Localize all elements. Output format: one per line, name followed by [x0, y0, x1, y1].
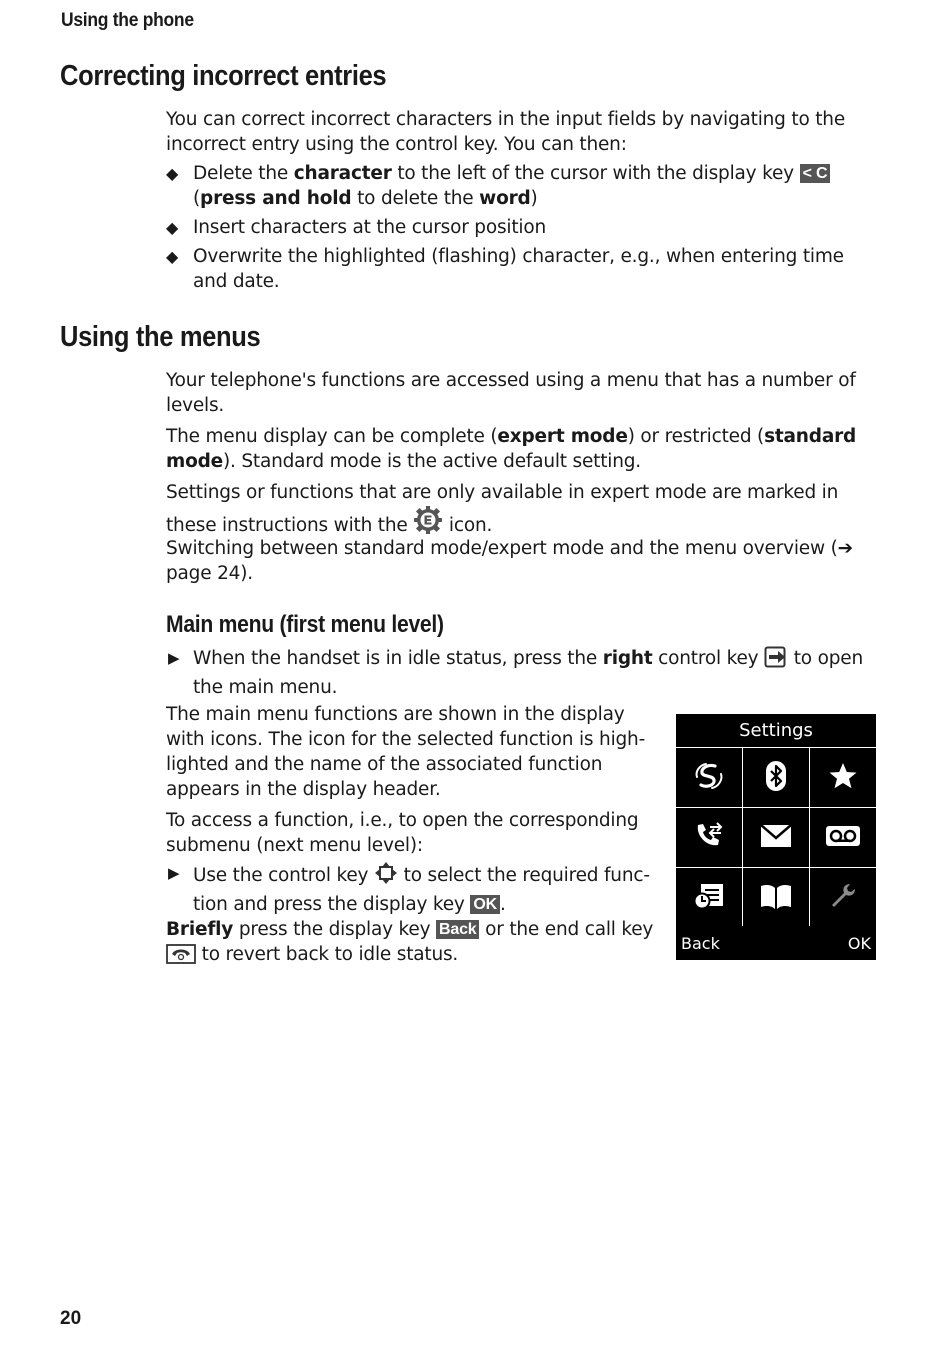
section-title-correcting: Correcting incorrect entries	[60, 60, 387, 92]
menu-cell-ringtones[interactable]	[676, 748, 742, 807]
subsection-title-main-menu: Main menu (first menu level)	[166, 611, 444, 638]
main-menu-para-3: Briefly press the display key Back or the end call key to revert back to idle status.	[166, 917, 656, 971]
correcting-intro: You can correct incorrect characters in the input fields by navigating to the incorrect entry using the control key. You can then:	[166, 109, 846, 155]
menu-cell-directory[interactable]	[743, 868, 809, 927]
softkey-ok[interactable]: OK	[847, 934, 871, 953]
step-item: ▶ Use the control key to select the required func-tion and press the display key OK .	[166, 861, 656, 917]
menu-cell-settings[interactable]	[810, 868, 876, 927]
bluetooth-icon	[764, 760, 788, 796]
page-number: 20	[60, 1308, 82, 1329]
softkey-back[interactable]: Back	[681, 934, 720, 953]
menu-cell-calls[interactable]	[676, 808, 742, 867]
menus-para-3: Settings or functions that are only available in expert mode are marked in these instructions with the icon.	[166, 480, 882, 542]
menu-icon-grid	[676, 748, 876, 926]
voicemail-icon	[825, 825, 861, 851]
wrench-icon	[828, 881, 858, 915]
ringtone-icon	[693, 760, 725, 796]
end-call-key-icon	[166, 944, 196, 971]
diamond-bullet-icon: ◆	[166, 218, 179, 237]
display-key-ok: OK	[470, 895, 500, 914]
step-item: ▶ When the handset is in idle status, press the right control key to open the main menu.	[168, 648, 863, 698]
call-forward-icon	[693, 821, 725, 855]
display-header: Settings	[676, 714, 876, 748]
display-key-back: Back	[436, 920, 479, 939]
phone-display	[676, 714, 876, 960]
arrow-right-icon: ➔	[837, 538, 853, 559]
main-menu-para-2: To access a function, i.e., to open the corresponding submenu (next menu level):	[166, 810, 639, 856]
right-control-key-icon	[764, 646, 788, 675]
menu-cell-bluetooth[interactable]	[743, 748, 809, 807]
diamond-bullet-icon: ◆	[166, 164, 179, 183]
list-item: ◆ Insert characters at the cursor position	[166, 217, 546, 238]
book-icon	[759, 882, 793, 914]
menu-cell-organizer[interactable]	[676, 868, 742, 927]
star-icon	[828, 761, 858, 795]
menus-para-1: Your telephone's functions are accessed using a menu that has a number of levels.	[166, 370, 856, 416]
organizer-icon	[693, 881, 725, 915]
menu-cell-messages[interactable]	[743, 808, 809, 867]
step-triangle-icon: ▶	[168, 864, 180, 882]
list-item: ◆ Overwrite the highlighted (flashing) character, e.g., when entering time and date.	[166, 246, 844, 292]
display-key-clear: < C	[800, 164, 831, 183]
section-title-menus: Using the menus	[60, 321, 261, 353]
main-menu-para-1: The main menu functions are shown in the display with icons. The icon for the selected function is high-lighted and the name of the associated function appears in the display header.	[166, 704, 646, 800]
menu-cell-extras[interactable]	[810, 748, 876, 807]
list-item: ◆ Delete the character to the left of the cursor with the display key < C (press and hold to delete the word)	[166, 161, 882, 211]
menus-para-2: The menu display can be complete (expert mode) or restricted (standard mode). Standard mode is the active default setting.	[166, 426, 857, 472]
envelope-icon	[760, 824, 792, 852]
diamond-bullet-icon: ◆	[166, 247, 179, 266]
menus-para-4: Switching between standard mode/expert mode and the menu overview (➔ page 24).	[166, 538, 853, 584]
step-triangle-icon: ▶	[168, 649, 180, 667]
control-key-icon	[374, 861, 398, 892]
running-header: Using the phone	[61, 10, 194, 31]
menu-cell-voicemail[interactable]	[810, 808, 876, 867]
display-softkeys	[676, 927, 876, 960]
